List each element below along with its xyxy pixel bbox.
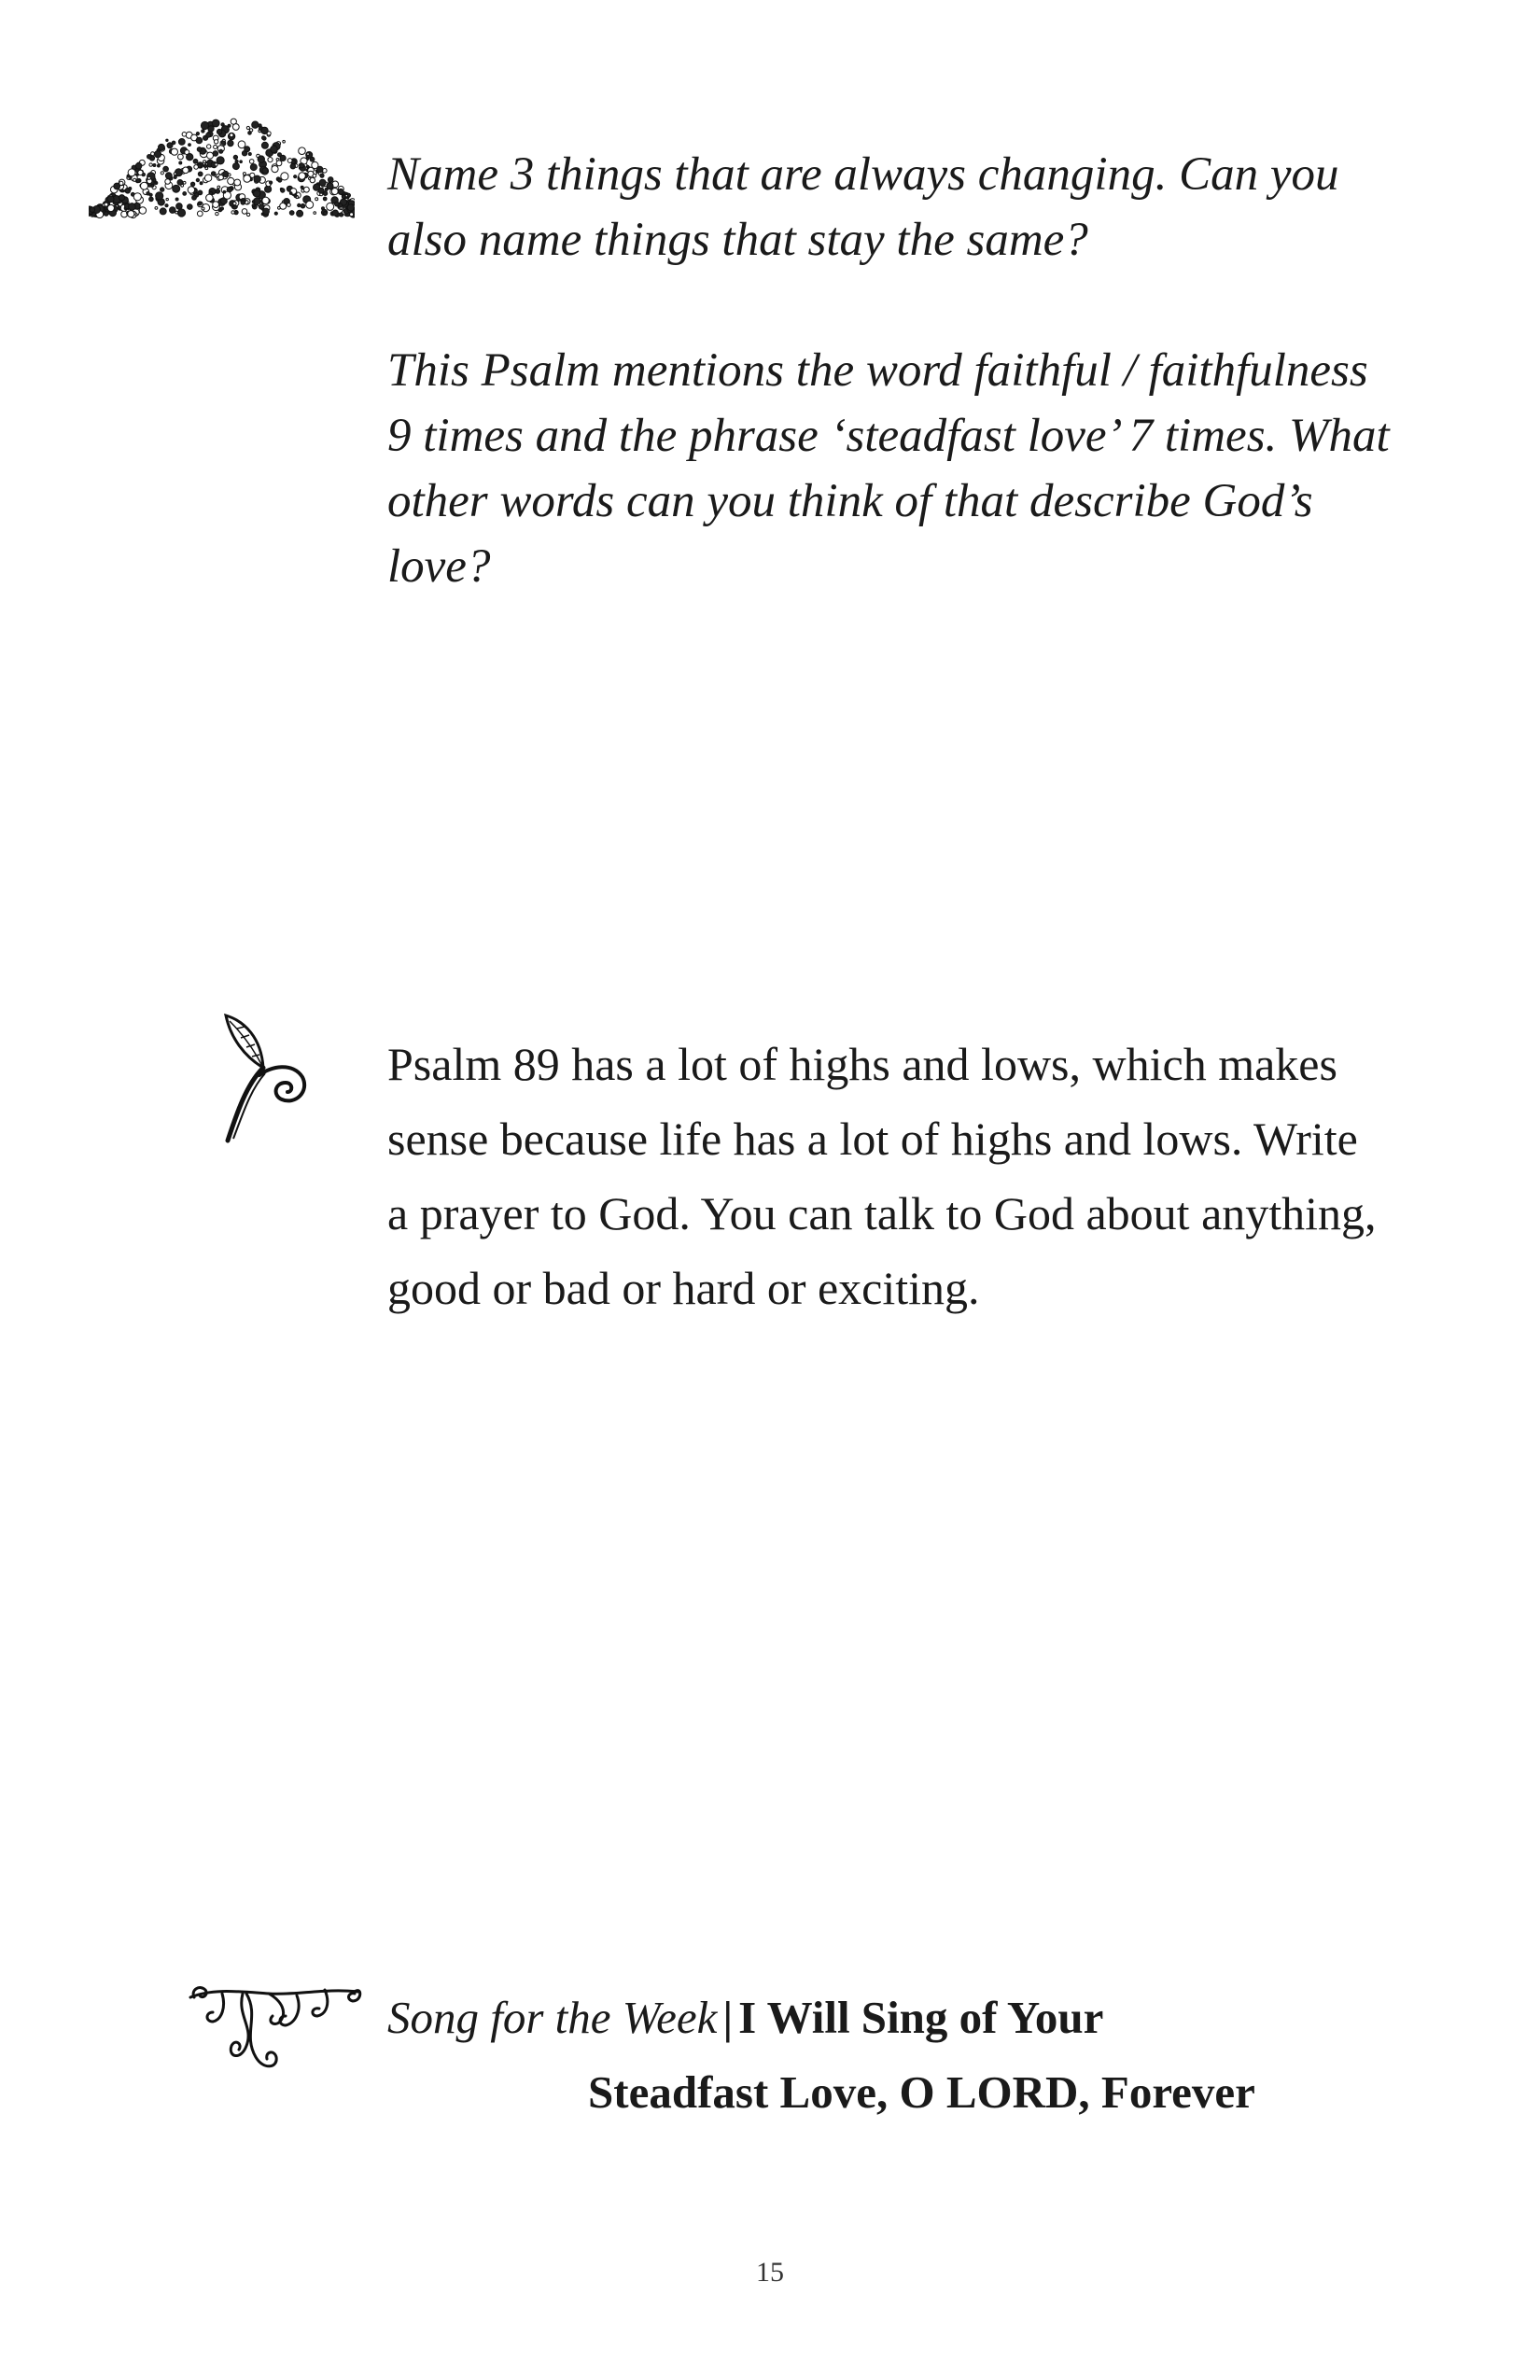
- song-separator: |: [722, 1992, 734, 2043]
- stone-pile-icon: [89, 110, 355, 222]
- vine-flourish-icon: [185, 1979, 364, 2091]
- song-line-1: [387, 1992, 1103, 2043]
- song-for-the-week: [387, 1981, 1321, 2130]
- page-number: 15: [756, 2257, 784, 2288]
- song-title-line-2: Steadfast Love, O LORD, Forever: [588, 2066, 1255, 2118]
- leaf-sprout-icon: [217, 1010, 310, 1150]
- prayer-prompt: Psalm 89 has a lot of highs and lows, which makes sense because life has a lot of highs and lows. Write a prayer to God. You can talk to God about anything, good or bad or hard or exciting.: [387, 1038, 1377, 1314]
- song-label: Song for the Week: [387, 1992, 718, 2043]
- observe-prompt-1: Name 3 things that are always changing. Can you also name things that stay the same?: [387, 148, 1339, 266]
- observe-prompt-2: This Psalm mentions the word faithful / faithfulness 9 times and the phrase ‘steadfast love’ 7 times. What other words can you think of that describe God’s love?: [387, 344, 1390, 593]
- song-title-line-1: I Will Sing of Your: [738, 1992, 1104, 2043]
